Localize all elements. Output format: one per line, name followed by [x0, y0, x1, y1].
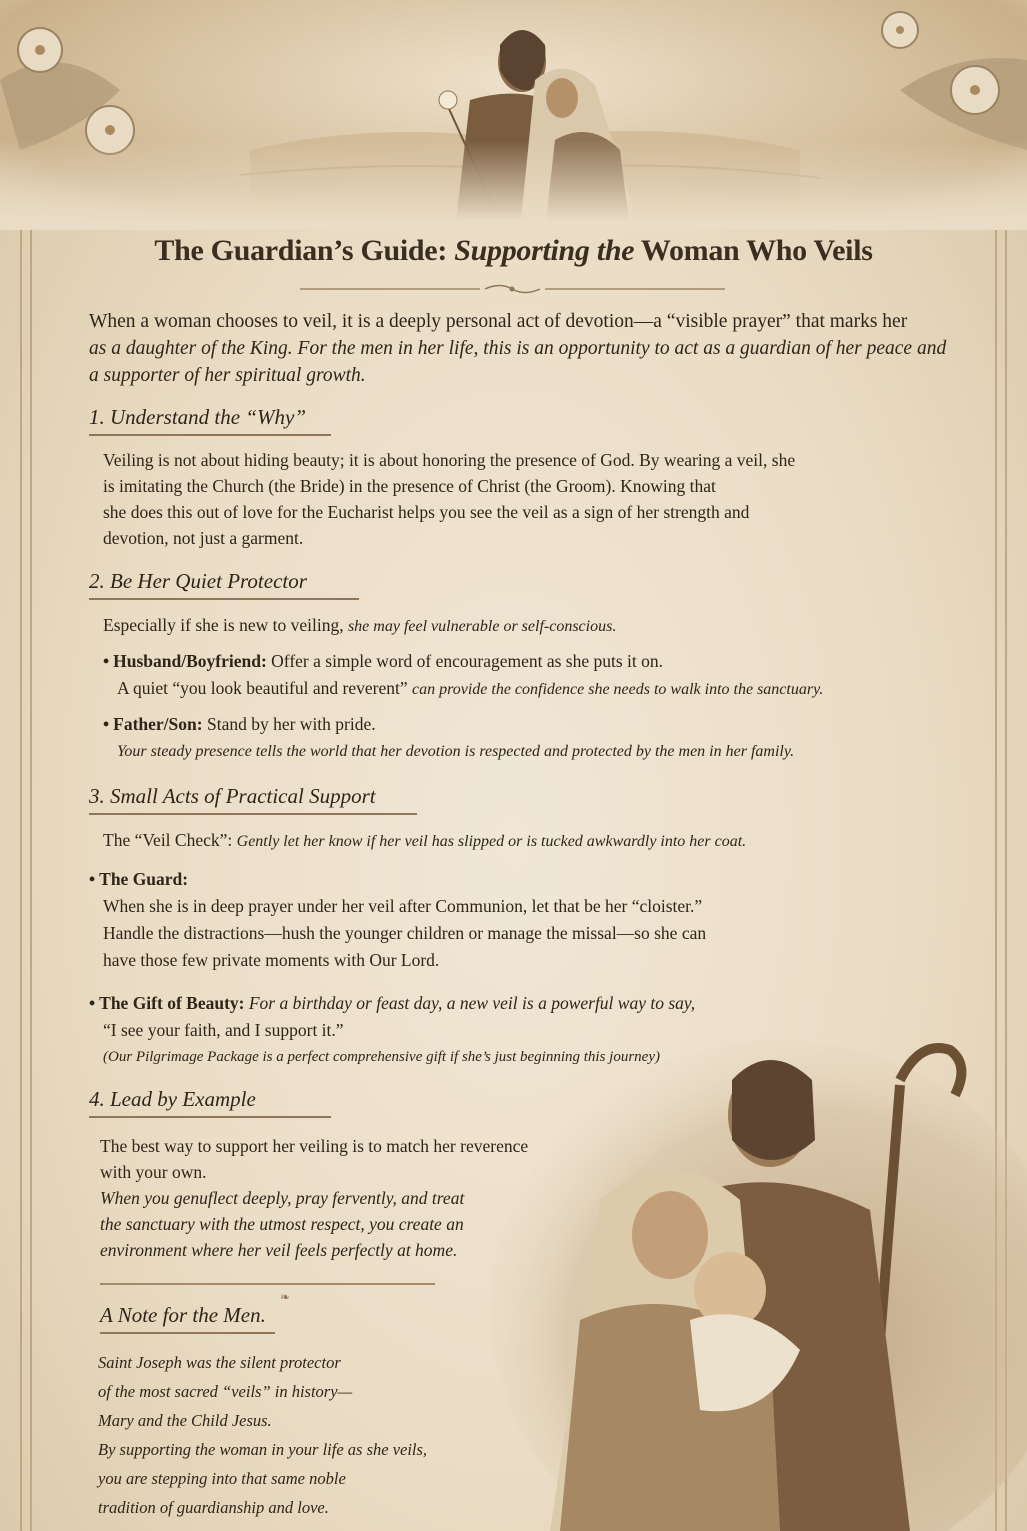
- frame-border-left-inner: [30, 230, 32, 1531]
- header-illustration: [0, 0, 1027, 230]
- ornament-divider-icon: ❧: [280, 1290, 291, 1304]
- lily-flower-icon: [882, 12, 1027, 150]
- section-2-lead: Especially if she is new to veiling, she may feel vulnerable or self-conscious.: [103, 615, 617, 635]
- section-2-rule: [89, 598, 359, 600]
- note-heading: A Note for the Men.: [100, 1303, 266, 1327]
- page-title: The Guardian’s Guide: Supporting the Woman Who Veils: [154, 234, 873, 267]
- section-4-rule: [89, 1116, 331, 1118]
- note-divider: [100, 1283, 435, 1285]
- bullet-guard: • The Guard: When she is in deep prayer under her veil after Communion, let that be her “cloister.” Handle the distractions—hush the younger children or manage the missal—so she can have those few private moments with Our Lord.: [89, 869, 707, 970]
- frame-border-left: [20, 230, 22, 1531]
- holy-family-illustration: [470, 1020, 1027, 1531]
- section-1-body: Veiling is not about hiding beauty; it is about honoring the presence of God. By wearing a veil, she is imitating the Church (the Bride) in the presence of Christ (the Groom). Knowing that she does this out of love for the Eucharist helps you see the veil as a sign of her strength and devotion, not just a garment.: [103, 450, 796, 548]
- section-2-heading: 2. Be Her Quiet Protector: [89, 569, 307, 593]
- section-4-body: The best way to support her veiling is to match her reverence with your own. When you genuflect deeply, pray fervently, and treat the sanctuary with the utmost respect, you create an environment where her veil feels perfectly at home.: [100, 1136, 529, 1260]
- section-3-heading: 3. Small Acts of Practical Support: [89, 784, 376, 808]
- section-3-rule: [89, 813, 417, 815]
- section-4-heading: 4. Lead by Example: [89, 1087, 256, 1111]
- section-1-rule: [89, 434, 331, 436]
- section-3-lead: The “Veil Check”: Gently let her know if her veil has slipped or is tucked awkwardly into her coat.: [103, 830, 747, 850]
- bullet-gift: • The Gift of Beauty: For a birthday or feast day, a new veil is a powerful way to say, “I see your faith, and I support it.” (Our Pilgrimage Package is a perfect comprehensive gift if she’s just beginning this journey): [89, 993, 696, 1065]
- lily-flower-icon: [0, 28, 134, 154]
- bullet-father: • Father/Son: Stand by her with pride. Your steady presence tells the world that her devotion is respected and protected by the men in her family.: [103, 714, 795, 760]
- ornament-divider-icon: [300, 282, 725, 296]
- bullet-husband: • Husband/Boyfriend: Offer a simple word of encouragement as she puts it on. A quiet “you look beautiful and reverent” can provide the confidence she needs to walk into the sanctuary.: [103, 651, 824, 698]
- intro-paragraph: When a woman chooses to veil, it is a deeply personal act of devotion—a “visible prayer” that marks her as a daughter of the King. For the men in her life, this is an opportunity to act as a guardian of her peace and a supporter of her spiritual growth.: [89, 311, 947, 386]
- note-body: Saint Joseph was the silent protector of the most sacred “veils” in history— Mary and the Child Jesus. By supporting the woman in your life as she veils, you are stepping into that same noble tradition of guardianship and love.: [98, 1353, 428, 1517]
- note-rule: [100, 1332, 275, 1334]
- section-1-heading: 1. Understand the “Why”: [89, 405, 306, 429]
